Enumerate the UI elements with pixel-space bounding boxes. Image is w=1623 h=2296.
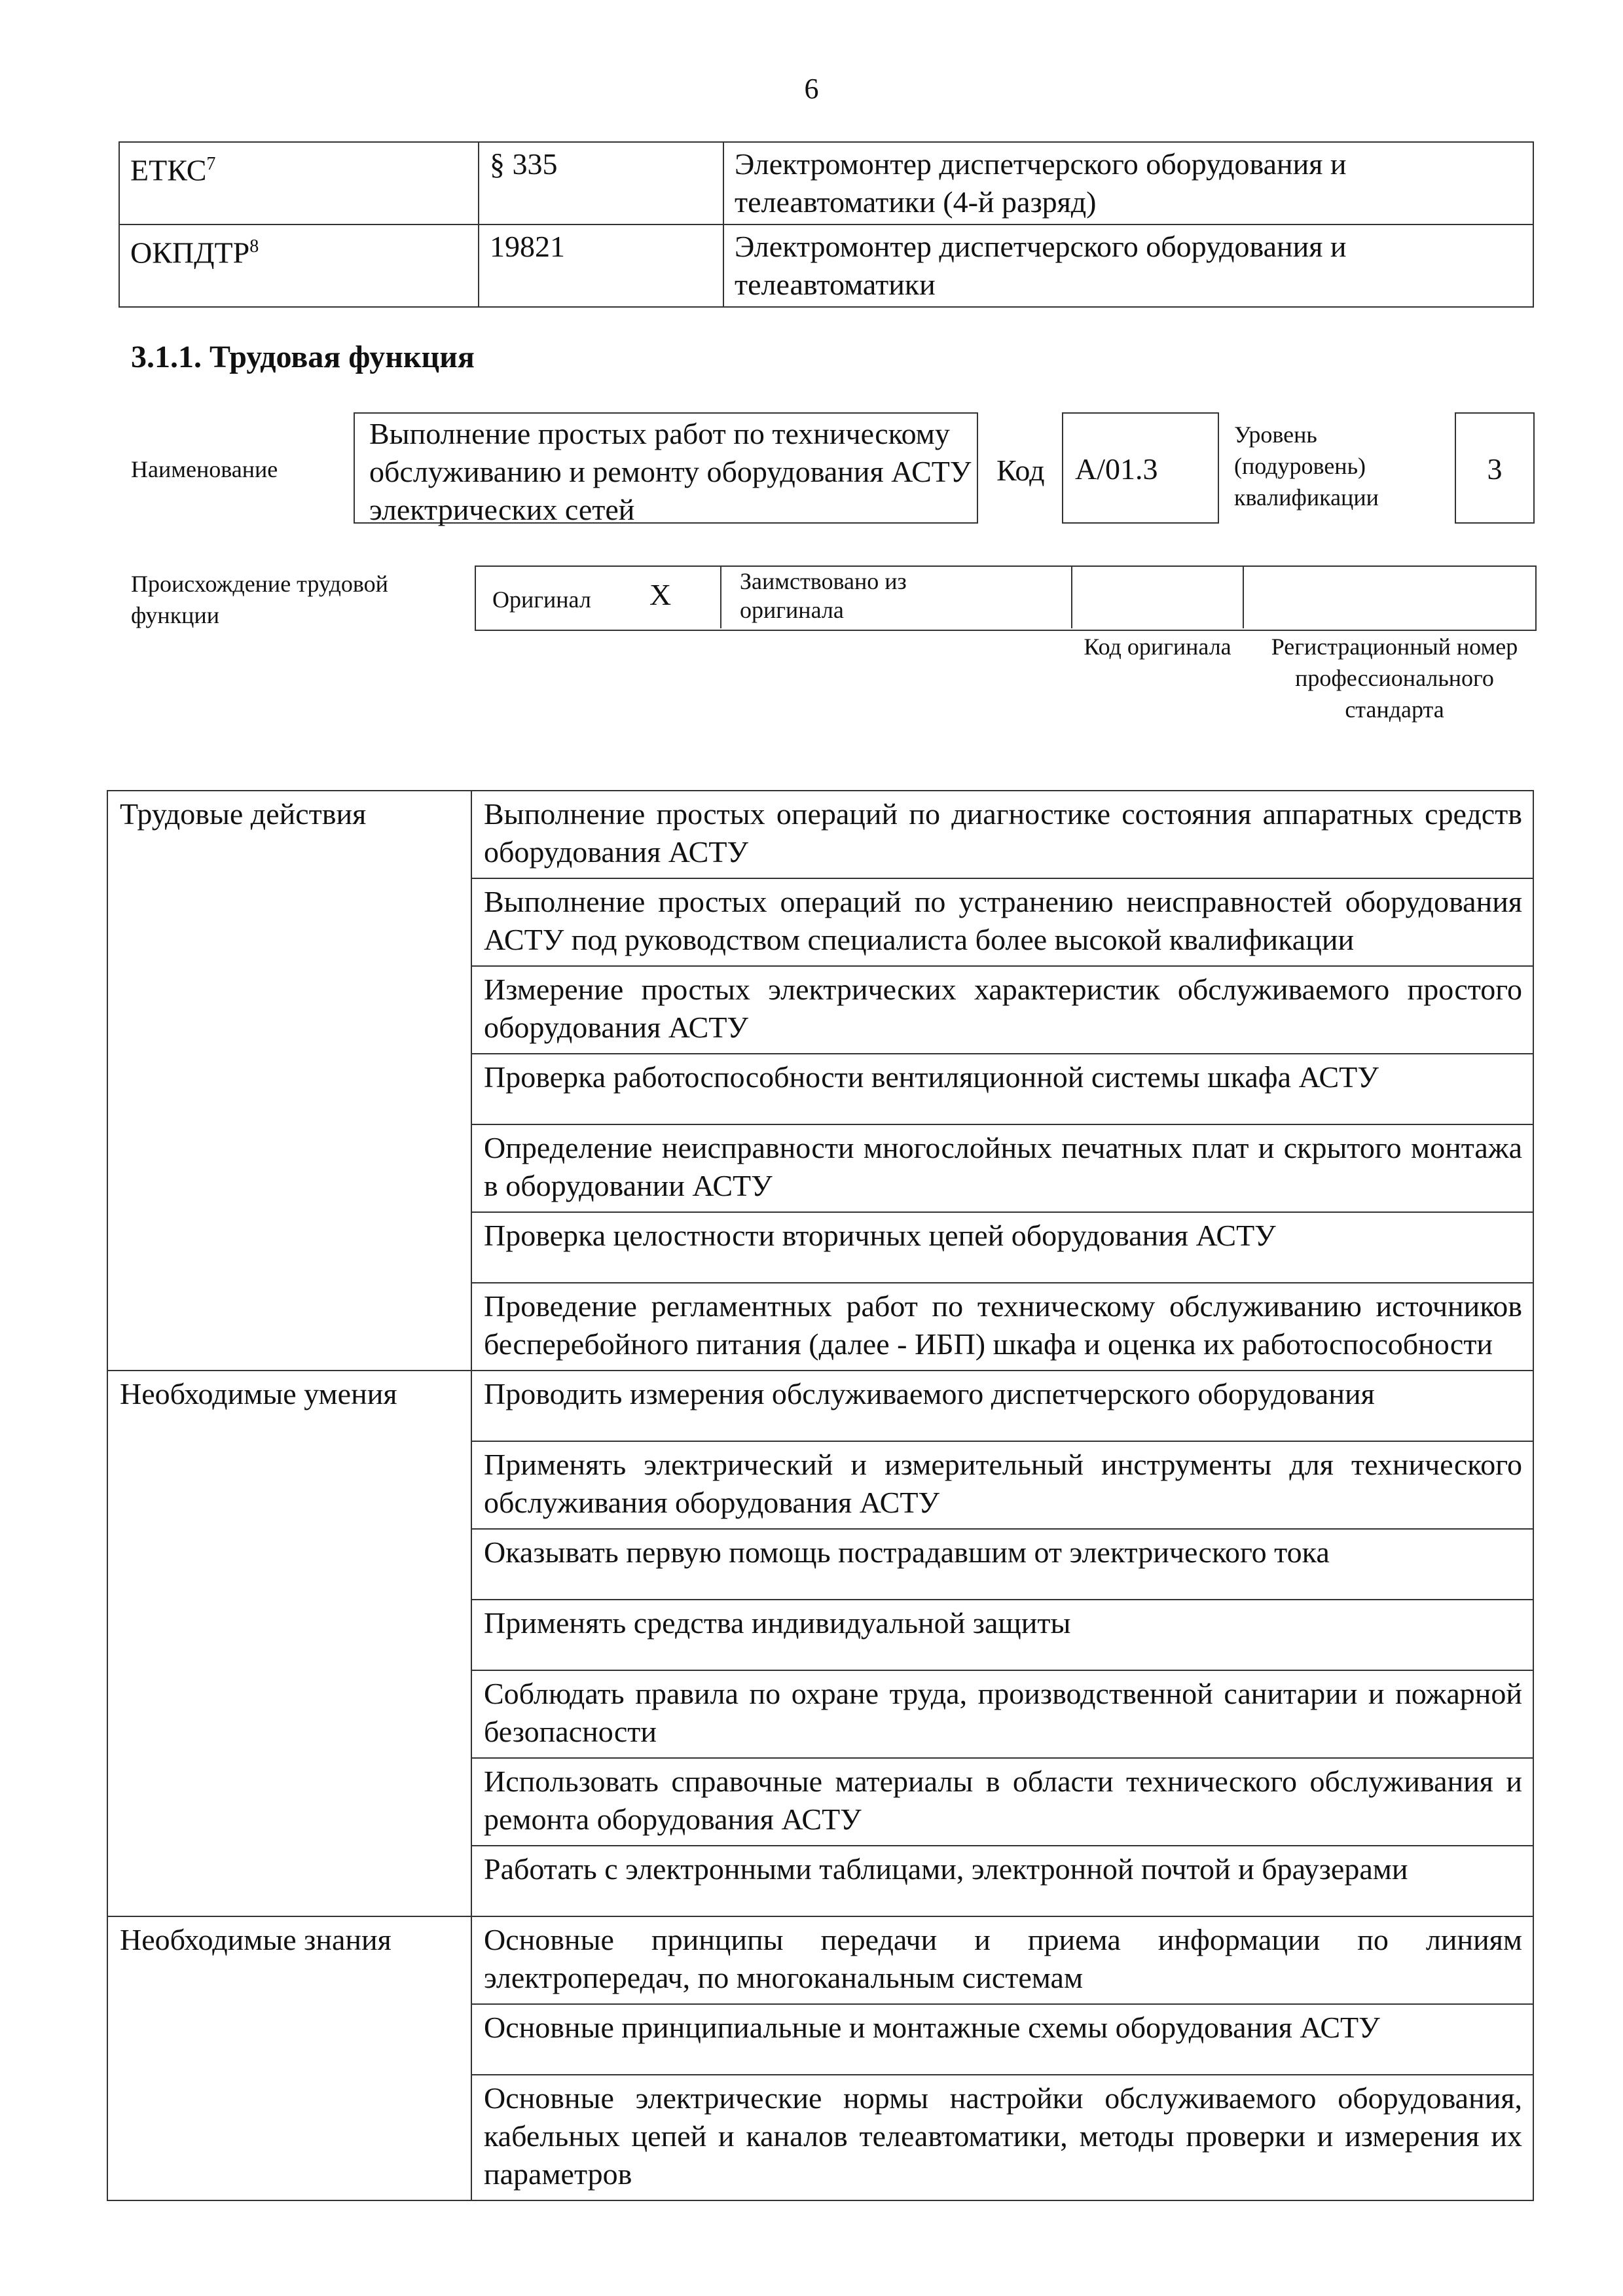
category-cell [107,1600,471,1670]
function-code-box: A/01.3 [1062,412,1219,524]
category-label: Необходимые умения [107,1371,471,1441]
category-label: Трудовые действия [107,791,471,878]
list-item: Определение неисправности многослойных печатных плат и скрытого монтажа в оборудовании АСТУ [471,1124,1533,1212]
borrowed-label: Заимствовано из оригинала [740,568,907,623]
category-cell [107,1846,471,1916]
original-label: Оригинал [492,586,591,613]
classifier-name: ЕТКС [130,153,207,187]
divider [1071,565,1072,628]
table-row [107,878,1533,966]
classifier-number: § 335 [479,142,723,224]
list-item: Оказывать первую помощь пострадавшим от электрического тока [471,1529,1533,1600]
code-label: Код [996,454,1045,487]
name-label: Наименование [131,456,278,482]
list-item: Работать с электронными таблицами, электронной почтой и браузерами [471,1846,1533,1916]
table-row [119,224,1533,307]
table-row [107,1441,1533,1529]
table-row [107,1371,1533,1441]
list-item: Применять средства индивидуальной защиты [471,1600,1533,1670]
category-cell [107,2075,471,2200]
category-cell [107,1670,471,1758]
reg-number-caption: Регистрационный номер профессионального стандарта [1271,634,1518,723]
table-row [107,1212,1533,1283]
table-row [107,966,1533,1054]
list-item: Измерение простых электрических характеристик обслуживаемого простого оборудования АСТУ [471,966,1533,1054]
function-details-table [107,790,1534,2201]
page-number: 6 [804,73,819,105]
footnote-ref: 7 [206,154,216,174]
origin-label: Происхождение трудовой функции [131,571,388,628]
table-row [107,1529,1533,1600]
divider [720,565,721,628]
classification-table [119,141,1534,308]
code-caption: Код оригинала [1084,634,1231,660]
list-item: Выполнение простых операций по диагностике состояния аппаратных средств оборудования АСТУ [471,791,1533,878]
category-label: Необходимые знания [107,1916,471,2004]
category-cell [107,1441,471,1529]
classifier-code [119,224,479,307]
table-row [107,1054,1533,1124]
classifier-title: Электромонтер диспетчерского оборудования и телеавтоматики (4-й разряд) [723,142,1533,224]
list-item: Проводить измерения обслуживаемого диспетчерского оборудования [471,1371,1533,1441]
level-value-box: 3 [1455,412,1535,524]
list-item: Основные электрические нормы настройки обслуживаемого оборудования, кабельных цепей и каналов телеавтоматики, методы проверки и измерения их параметров [471,2075,1533,2200]
function-name-box: Выполнение простых работ по техническому обслуживанию и ремонту оборудования АСТУ электрических сетей [354,412,978,524]
list-item: Соблюдать правила по охране труда, производственной санитарии и пожарной безопасности [471,1670,1533,1758]
list-item: Проведение регламентных работ по техническому обслуживанию источников бесперебойного питания (далее - ИБП) шкафа и оценка их работоспособности [471,1283,1533,1371]
classifier-number: 19821 [479,224,723,307]
category-cell [107,2004,471,2075]
category-cell [107,878,471,966]
list-item: Основные принципы передачи и приема информации по линиям электропередач, по многоканальным системам [471,1916,1533,2004]
table-row [107,1758,1533,1846]
category-cell [107,966,471,1054]
table-row [107,2075,1533,2200]
section-title: 3.1.1. Трудовая функция [131,340,475,374]
classifier-name: ОКПДТР [130,236,250,270]
footnote-ref: 8 [249,236,259,257]
list-item: Использовать справочные материалы в области технического обслуживания и ремонта оборудования АСТУ [471,1758,1533,1846]
table-row [119,142,1533,224]
list-item: Проверка целостности вторичных цепей оборудования АСТУ [471,1212,1533,1283]
table-row [107,1600,1533,1670]
category-cell [107,1283,471,1371]
category-cell [107,1124,471,1212]
category-cell [107,1054,471,1124]
category-cell [107,1758,471,1846]
classifier-code [119,142,479,224]
table-row [107,1124,1533,1212]
origin-box [475,565,1537,631]
divider [1243,565,1244,628]
classifier-title: Электромонтер диспетчерского оборудования и телеавтоматики [723,224,1533,307]
table-row [107,1916,1533,2004]
list-item: Основные принципиальные и монтажные схемы оборудования АСТУ [471,2004,1533,2075]
list-item: Выполнение простых операций по устранению неисправностей оборудования АСТУ под руководством специалиста более высокой квалификации [471,878,1533,966]
level-label: Уровень (подуровень) квалификации [1234,422,1379,511]
original-mark: X [649,578,672,611]
table-row [107,1670,1533,1758]
category-cell [107,1529,471,1600]
table-row [107,1846,1533,1916]
table-row [107,1283,1533,1371]
table-row [107,791,1533,878]
category-cell [107,1212,471,1283]
list-item: Применять электрический и измерительный инструменты для технического обслуживания оборудования АСТУ [471,1441,1533,1529]
table-row [107,2004,1533,2075]
list-item: Проверка работоспособности вентиляционной системы шкафа АСТУ [471,1054,1533,1124]
